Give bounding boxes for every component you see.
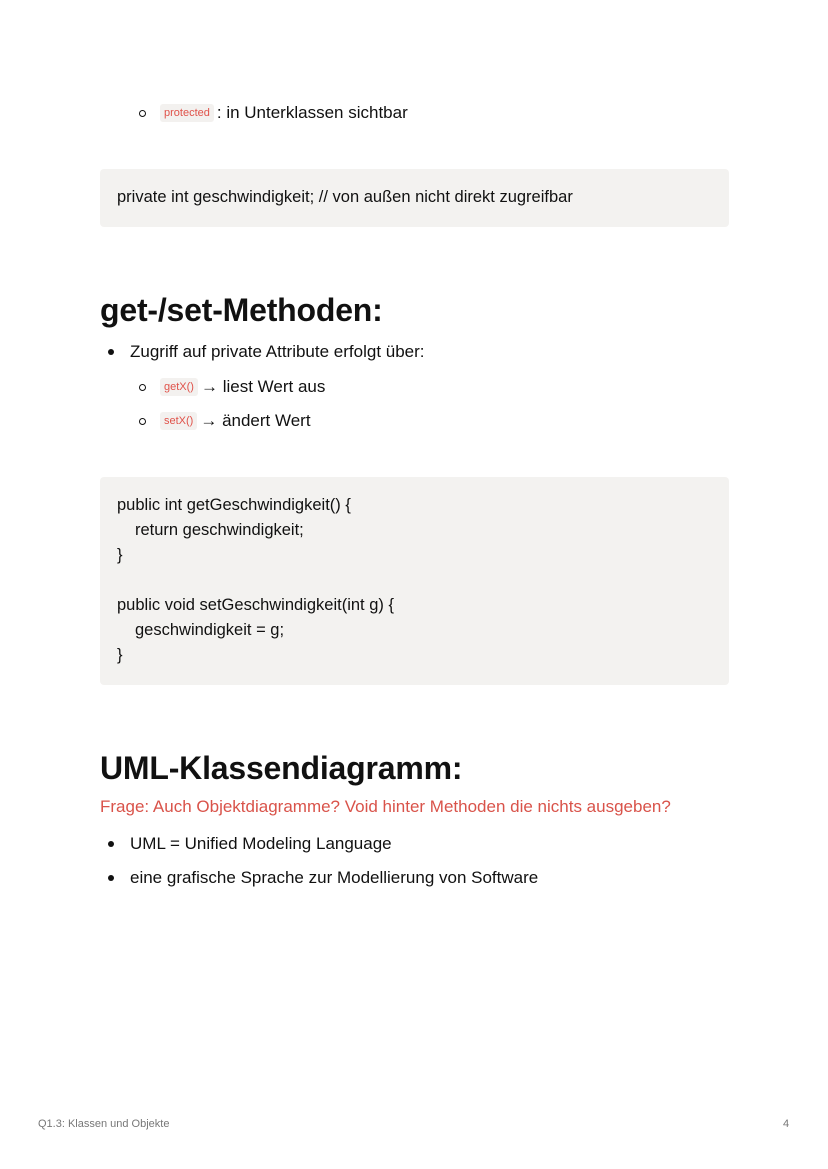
hollow-bullet-icon: [139, 384, 146, 391]
list-item-getx: [139, 375, 325, 399]
list-item-grafische-sprache: [108, 866, 538, 890]
code-line: geschwindigkeit = g;: [135, 621, 285, 639]
hollow-bullet-icon: [139, 110, 146, 117]
code-line: }: [117, 546, 123, 564]
hollow-bullet-icon: [139, 418, 146, 425]
inline-code-setx: setX(): [160, 412, 197, 430]
footer-title: Q1.3: Klassen und Objekte: [38, 1118, 170, 1130]
list-item-setx: [139, 409, 311, 433]
list-item-text: → liest Wert aus: [200, 377, 326, 396]
list-item-zugriff: [108, 340, 425, 364]
inline-code-protected: protected: [160, 104, 214, 122]
question-note: Frage: Auch Objektdiagramme? Void hinter Methoden die nichts ausgeben?: [100, 797, 671, 816]
bullet-icon: [108, 349, 114, 355]
list-item-text: : in Unterklassen sichtbar: [216, 103, 408, 122]
page-number: 4: [783, 1118, 790, 1130]
code-line: private int geschwindigkeit; // von außen nicht direkt zugreifbar: [117, 188, 573, 206]
bullet-icon: [108, 875, 114, 881]
heading-get-set-methoden: get-/set-Methoden:: [100, 292, 383, 328]
code-line: [117, 568, 712, 593]
bullet-icon: [108, 841, 114, 847]
code-block-methods: [100, 477, 729, 685]
list-item-uml: [108, 832, 392, 856]
code-block-attribute: [100, 169, 729, 227]
code-line: return geschwindigkeit;: [135, 521, 304, 539]
heading-uml-klassendiagramm: UML-Klassendiagramm:: [100, 750, 463, 786]
code-line: public void setGeschwindigkeit(int g) {: [117, 596, 394, 614]
list-item-text: eine grafische Sprache zur Modellierung von Software: [130, 868, 539, 887]
list-item-text: → ändert Wert: [200, 411, 311, 430]
inline-code-getx: getX(): [160, 378, 198, 396]
code-line: }: [117, 646, 123, 664]
list-item-text: UML = Unified Modeling Language: [130, 834, 392, 853]
list-item-protected: [139, 101, 408, 125]
code-line: public int getGeschwindigkeit() {: [117, 496, 351, 514]
list-item-text: Zugriff auf private Attribute erfolgt über:: [130, 342, 425, 361]
